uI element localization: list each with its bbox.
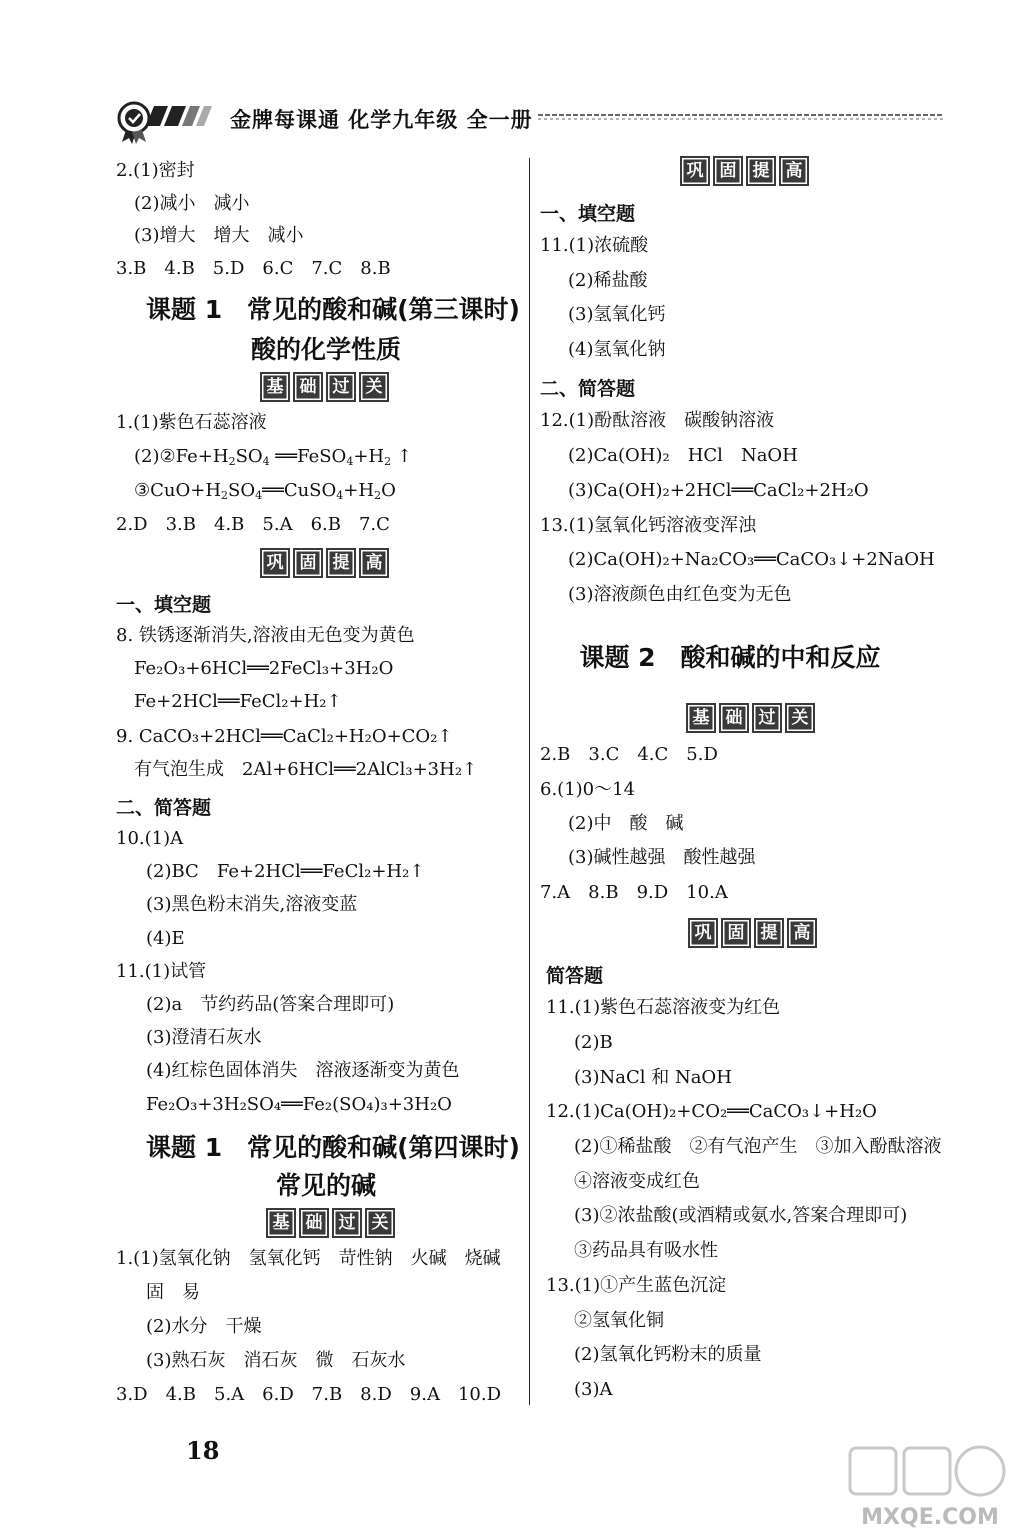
section-badge-improve: [260, 548, 389, 578]
answer-line: (2)Ca(OH)₂ HCl NaOH: [568, 445, 798, 466]
badge-char: 关: [785, 703, 815, 733]
header-title: 金牌每课通 化学九年级 全一册: [230, 108, 533, 132]
answer-equation: (2)Ca(OH)₂+Na₂CO₃══CaCO₃↓+2NaOH: [568, 549, 935, 570]
answer-line: 8. 铁锈逐渐消失,溶液由无色变为黄色: [116, 625, 415, 646]
answer-line: 有气泡生成 2Al+6HCl══2AlCl₃+3H₂↑: [134, 759, 478, 780]
page-header: [112, 96, 952, 146]
section-heading: 二、简答题: [540, 378, 636, 400]
badge-char: 础: [293, 372, 323, 402]
badge-char: 关: [359, 372, 389, 402]
page-number: 18: [186, 1436, 220, 1465]
answer-line: (3)增大 增大 减小: [134, 225, 304, 246]
answer-equation: $③CuO+H_2SO_4══CuSO_4+H_2O$: [134, 480, 396, 502]
answer-line: 2.(1)密封: [116, 160, 195, 181]
badge-char: 提: [754, 918, 784, 948]
lesson-title: 课题 1 常见的酸和碱(第三课时): [146, 295, 520, 324]
answer-equation: 9. CaCO₃+2HCl══CaCl₂+H₂O+CO₂↑: [116, 726, 453, 747]
answer-line: 2.D 3.B 4.B 5.A 6.B 7.C: [116, 514, 390, 535]
answer-line: ③药品具有吸水性: [574, 1240, 718, 1261]
answer-equation: 12.(1)Ca(OH)₂+CO₂══CaCO₃↓+H₂O: [546, 1101, 877, 1122]
answer-line: (2)稀盐酸: [568, 270, 648, 291]
badge-char: 巩: [680, 156, 710, 186]
answer-equation: Fe₂O₃+3H₂SO₄══Fe₂(SO₄)₃+3H₂O: [146, 1094, 452, 1115]
answer-line: (3)熟石灰 消石灰 微 石灰水: [146, 1350, 406, 1371]
badge-char: 固: [713, 156, 743, 186]
answer-equation: Fe+2HCl══FeCl₂+H₂↑: [134, 691, 342, 712]
badge-char: 础: [719, 703, 749, 733]
watermark-logo: [840, 1440, 1019, 1536]
badge-char: 过: [332, 1208, 362, 1238]
answer-line: ②氢氧化铜: [574, 1310, 664, 1331]
answer-line: ④溶液变成红色: [574, 1171, 700, 1192]
badge-char: 固: [293, 548, 323, 578]
answer-line: (3)氢氧化钙: [568, 304, 666, 325]
badge-char: 巩: [260, 548, 290, 578]
answer-equation: Fe₂O₃+6HCl══2FeCl₃+3H₂O: [134, 658, 394, 679]
answer-line: (2)减小 减小: [134, 193, 250, 214]
section-heading: 简答题: [546, 965, 604, 987]
badge-char: 提: [326, 548, 356, 578]
answer-line: (4)E: [146, 928, 185, 949]
section-heading: 二、简答题: [116, 797, 212, 819]
badge-char: 基: [260, 372, 290, 402]
answer-equation: (2)BC Fe+2HCl══FeCl₂+H₂↑: [146, 861, 425, 882]
answer-line: (2)a 节约药品(答案合理即可): [146, 994, 395, 1015]
section-heading: 一、填空题: [116, 594, 212, 616]
section-badge-improve: [688, 918, 817, 948]
answer-line: (4)氢氧化钠: [568, 339, 666, 360]
answer-line: 7.A 8.B 9.D 10.A: [540, 882, 728, 903]
badge-char: 固: [721, 918, 751, 948]
answer-line: 3.B 4.B 5.D 6.C 7.C 8.B: [116, 258, 391, 279]
badge-char: 高: [787, 918, 817, 948]
answer-line: 12.(1)酚酞溶液 碳酸钠溶液: [540, 410, 775, 431]
badge-char: 过: [326, 372, 356, 402]
answer-line: (3)碱性越强 酸性越强: [568, 847, 756, 868]
answer-line: (3)溶液颜色由红色变为无色: [568, 584, 792, 605]
svg-text:MXQE.COM: MXQE.COM: [861, 1505, 999, 1530]
answer-line: 2.B 3.C 4.C 5.D: [540, 744, 718, 765]
badge-char: 础: [299, 1208, 329, 1238]
badge-char: 关: [365, 1208, 395, 1238]
answer-line: 11.(1)试管: [116, 961, 207, 982]
answer-line: (3)A: [574, 1379, 613, 1400]
answer-line: (3)黑色粉末消失,溶液变蓝: [146, 894, 358, 915]
section-badge-basic: [260, 372, 389, 402]
badge-char: 基: [686, 703, 716, 733]
answer-line: (3)NaCl 和 NaOH: [574, 1067, 732, 1088]
answer-line: (4)红棕色固体消失 溶液逐渐变为黄色: [146, 1060, 460, 1081]
answer-line: 1.(1)紫色石蕊溶液: [116, 412, 267, 433]
answer-equation: (3)Ca(OH)₂+2HCl══CaCl₂+2H₂O: [568, 480, 869, 501]
section-badge-improve: [680, 156, 809, 186]
answer-line: 固 易: [146, 1282, 200, 1303]
badge-char: 过: [752, 703, 782, 733]
answer-line: (2)①稀盐酸 ②有气泡产生 ③加入酚酞溶液: [574, 1136, 942, 1157]
answer-line: 13.(1)氢氧化钙溶液变浑浊: [540, 515, 757, 536]
lesson-title: 课题 1 常见的酸和碱(第四课时): [146, 1133, 520, 1162]
answer-line: (3)澄清石灰水: [146, 1027, 262, 1048]
badge-char: 巩: [688, 918, 718, 948]
badge-char: 高: [359, 548, 389, 578]
answer-line: (2)氢氧化钙粉末的质量: [574, 1344, 762, 1365]
answer-line: (2)中 酸 碱: [568, 813, 684, 834]
answer-line: 11.(1)紫色石蕊溶液变为红色: [546, 997, 781, 1018]
answer-line: 3.D 4.B 5.A 6.D 7.B 8.D 9.A 10.D: [116, 1384, 502, 1405]
column-divider: [529, 158, 530, 1405]
badge-char: 提: [746, 156, 776, 186]
lesson-subtitle: 酸的化学性质: [250, 335, 401, 364]
answer-line: 10.(1)A: [116, 828, 184, 849]
answer-line: (3)②浓盐酸(或酒精或氨水,答案合理即可): [574, 1205, 908, 1226]
medal-logo-icon: [112, 96, 222, 144]
badge-char: 高: [779, 156, 809, 186]
section-badge-basic: [266, 1208, 395, 1238]
lesson-subtitle: 常见的碱: [275, 1171, 376, 1200]
answer-line: (2)B: [574, 1032, 613, 1053]
section-badge-basic: [686, 703, 815, 733]
section-heading: 一、填空题: [540, 203, 636, 225]
badge-char: 基: [266, 1208, 296, 1238]
lesson-title: 课题 2 酸和碱的中和反应: [579, 643, 881, 672]
answer-line: 6.(1)0～14: [540, 779, 636, 800]
answer-line: 1.(1)氢氧化钠 氢氧化钙 苛性钠 火碱 烧碱: [116, 1248, 501, 1269]
answer-line: 11.(1)浓硫酸: [540, 235, 649, 256]
answer-line: (2)水分 干燥: [146, 1316, 262, 1337]
answer-equation: $(2)②Fe+H_2SO_4$ $══FeSO_4+H_2$ ↑: [134, 446, 412, 468]
answer-line: 13.(1)①产生蓝色沉淀: [546, 1275, 727, 1296]
header-decorative-line: [538, 112, 944, 122]
